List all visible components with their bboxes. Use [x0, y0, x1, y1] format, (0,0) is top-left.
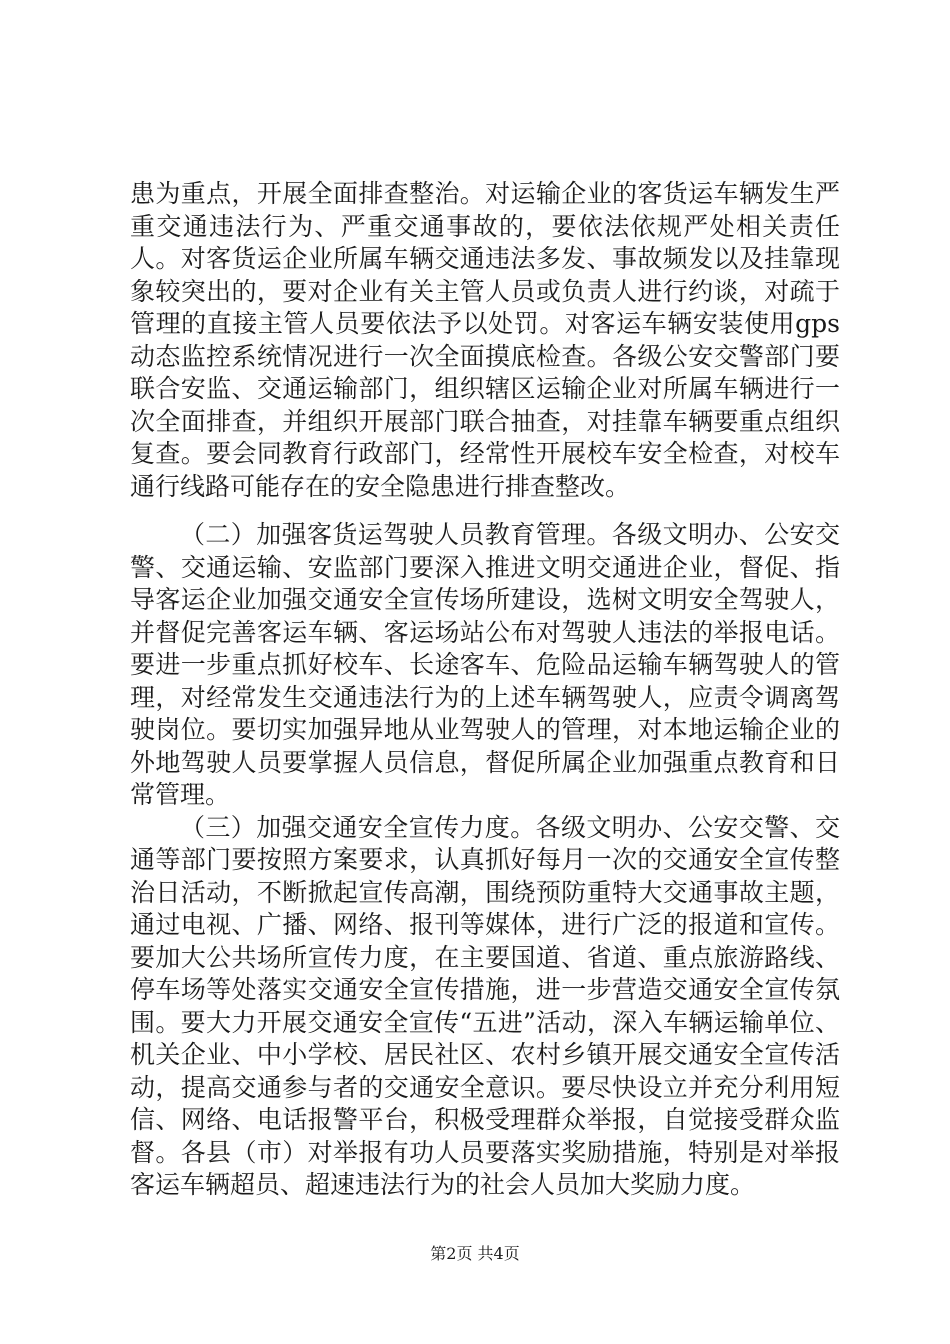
paragraph-section-2: （二）加强客货运驾驶人员教育管理。各级文明办、公安交警、交通运输、安监部门要深入推进文明交通进企业，督促、指导客运企业加强交通安全宣传场所建设，选树文明安全驾驶人，并督促完善客运车辆、客运场站公布对驾驶人违法的举报电话。要进一步重点抓好校车、长途客车、危险品运输车辆驾驶人的管理，对经常发生交通违法行为的上述车辆驾驶人，应责令调离驾驶岗位。要切实加强异地从业驾驶人的管理，对本地运输企业的外地驾驶人员要掌握人员信息，督促所属企业加强重点教育和日常管理。 [130, 520, 840, 809]
page-footer: 第2页 共4页 [430, 1244, 520, 1263]
paragraph-section-3: （三）加强交通安全宣传力度。各级文明办、公安交警、交通等部门要按照方案要求，认真抓好每月一次的交通安全宣传整治日活动，不断掀起宣传高潮，围绕预防重特大交通事故主题，通过电视、广播、网络、报刊等媒体，进行广泛的报道和宣传。要加大公共场所宣传力度，在主要国道、省道、重点旅游路线、停车场等处落实交通安全宣传措施，进一步营造交通安全宣传氛围。要大力开展交通安全宣传“五进”活动，深入车辆运输单位、机关企业、中小学校、居民社区、农村乡镇开展交通安全宣传活动，提高交通参与者的交通安全意识。要尽快设立并充分利用短信、网络、电话报警平台，积极受理群众举报，自觉接受群众监督。各县（市）对举报有功人员要落实奖励措施，特别是对举报客运车辆超员、超速违法行为的社会人员加大奖励力度。 [130, 812, 840, 1199]
document-body [130, 178, 840, 1202]
paragraph-gap [130, 503, 840, 519]
paragraph-continuation: 患为重点，开展全面排查整治。对运输企业的客货运车辆发生严重交通违法行为、严重交通事故的，要依法依规严处相关责任人。对客货运企业所属车辆交通违法多发、事故频发以及挂靠现象较突出的，要对企业有关主管人员或负责人进行约谈，对疏于管理的直接主管人员要依法予以处罚。对客运车辆安装使用gps动态监控系统情况进行一次全面摸底检查。各级公安交警部门要联合安监、交通运输部门，组织辖区运输企业对所属车辆进行一次全面排查，并组织开展部门联合抽查，对挂靠车辆要重点组织复查。要会同教育行政部门，经常性开展校车安全检查，对校车通行线路可能存在的安全隐患进行排查整改。 [130, 179, 840, 501]
